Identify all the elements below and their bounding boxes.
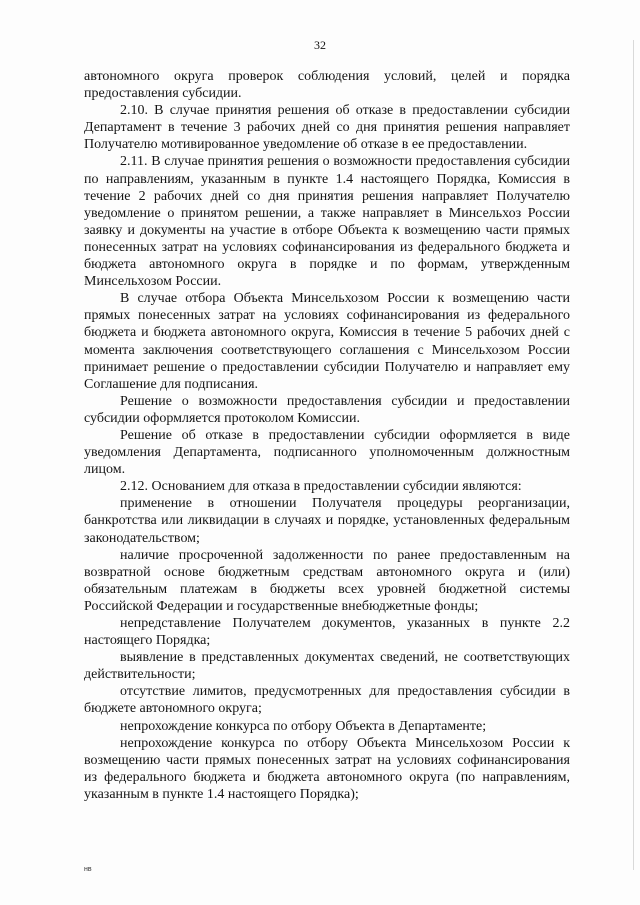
scan-edge-line: [633, 40, 634, 870]
list-item-false-information: выявление в представленных документах сведений, не соответствующих действительности;: [84, 650, 570, 683]
page-number: 32: [314, 38, 326, 52]
paragraph-ministry-selection: В случае отбора Объекта Минсельхозом России к возмещению части прямых понесенных затрат на условиях софинансирования из федерального бюджета и бюджета автономного округа, Комиссия в течение 5 рабочих дней с момента заключения соответствующего соглашения с Минсельхозом России принимает решение о предоставлении субсидии Получателю и направляет ему Соглашение для подписания.: [84, 291, 570, 392]
list-item-ministry-contest: непрохождение конкурса по отбору Объекта Минсельхозом России к возмещению части прямых понесенных затрат на условиях софинансирования из федерального бюджета и бюджета автономного округа (по направлениям, указанным в пункте 1.4 настоящего Порядка);: [84, 735, 570, 802]
paragraph-refusal-notice: Решение об отказе в предоставлении субсидии оформляется в виде уведомления Департамента, подписанного уполномоченным должностным лицом.: [84, 427, 570, 478]
paragraph-decision-protocol: Решение о возможности предоставления субсидии и предоставлении субсидии оформляется протоколом Комиссии.: [84, 393, 570, 426]
list-item-overdue-debt: наличие просроченной задолженности по ранее предоставленным на возвратной основе бюджетным средствам автономного округа и (или) обязательным платежам в бюджеты всех уровней бюджетной системы Российской Федерации и государственные внебюджетные фонды;: [84, 547, 570, 614]
paragraph-2-11: 2.11. В случае принятия решения о возможности предоставления субсидии по направлениям, указанным в пункте 1.4 настоящего Порядка, Комиссия в течение 2 рабочих дней со дня принятия решения направляет Получателю уведомление о принятом решении, а также направляет в Минсельхоз России заявку и документы на участие в отборе Объекта к возмещению части прямых понесенных затрат на условиях софинансирования из федерального бюджета и бюджета автономного округа в порядке и по формам, утвержденным Минсельхозом России.: [84, 154, 570, 290]
paragraph-2-12: 2.12. Основанием для отказа в предоставлении субсидии являются:: [120, 479, 522, 495]
list-item-missing-documents: непредставление Получателем документов, указанных в пункте 2.2 настоящего Порядка;: [84, 616, 570, 649]
paragraph-2-10: 2.10. В случае принятия решения об отказе в предоставлении субсидии Департамент в течение 3 рабочих дней со дня принятия решения направляет Получателю мотивированное уведомление об отказе в ее предоставлении.: [84, 103, 570, 153]
list-item-department-contest: непрохождение конкурса по отбору Объекта в Департаменте;: [120, 718, 487, 734]
paragraph-continuation: автономного округа проверок соблюдения условий, целей и порядка предоставления субсидии.: [84, 69, 570, 102]
list-item-no-limits: отсутствие лимитов, предусмотренных для предоставления субсидии в бюджете автономного округа;: [84, 684, 570, 717]
footer-mark: нв: [84, 866, 92, 873]
list-item-reorganization: применение в отношении Получателя процедуры реорганизации, банкротства или ликвидации в случаях и порядке, установленных федеральным законодательством;: [84, 496, 570, 546]
document-body: [84, 68, 570, 803]
